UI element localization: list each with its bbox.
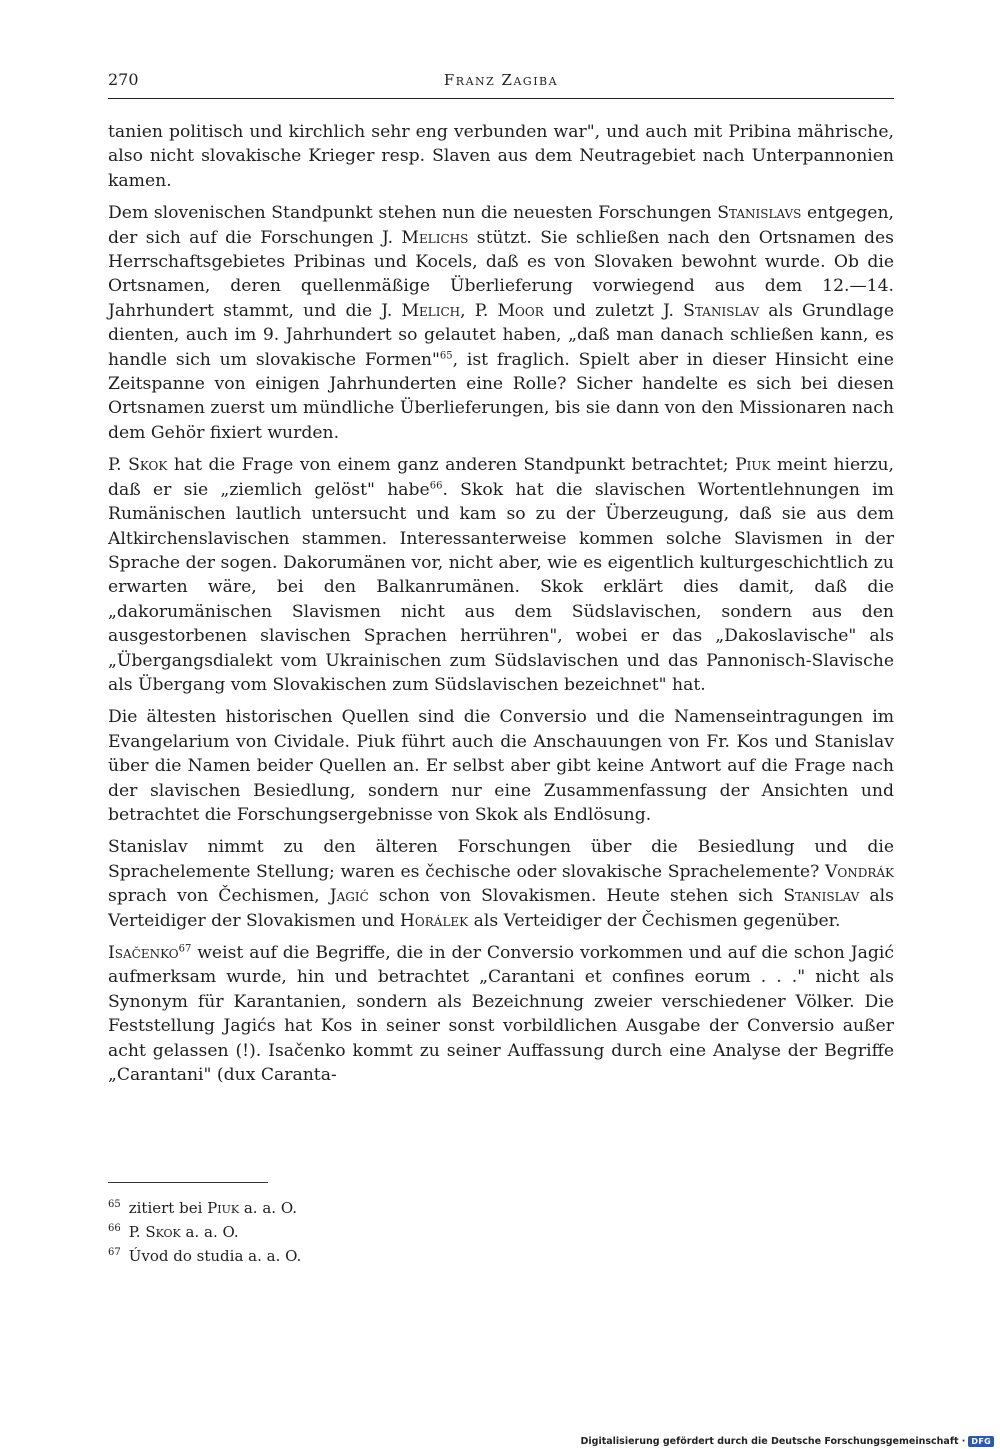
author-name: Stanislav [683, 300, 760, 321]
paragraph-4: Die ältesten historischen Quellen sind die Conversio und die Namenseintragungen im Evangelarium von Cividale. Piuk führt auch die Anschauungen von Fr. Kos und Stanislav über die Namen beider Quellen an. Er selbst aber gibt keine Antwort auf die Frage nach der slavischen Besiedlung, sondern nur eine Zusammenfassung der Ansichten und betrachtet die Forschungsergebnisse von Skok als Endlösung. [108, 707, 894, 825]
body-text [108, 120, 894, 1095]
page-header [108, 68, 894, 99]
author-name: Isačenko [108, 943, 179, 963]
footnote-ref: 67 [178, 943, 192, 955]
paragraph-5: Stanislav nimmt zu den älteren Forschungen über die Besiedlung und die Sprachelemente Stellung; waren es čechische oder slovakische Sprachelemente? Vondrák sprach von Čechismen, Jagić schon von Slovakismen. Heute stehen sich Stanislav als Verteidiger der Slovakismen und Horálek als Verteidiger der Čechismen gegenüber. [108, 837, 894, 931]
footnote-ref: 65 [439, 349, 453, 361]
author-name: Jagić [329, 886, 369, 907]
author-name: Moor [497, 300, 544, 321]
credit-text: Digitalisierung gefördert durch die Deutsche Forschungsgemeinschaft · [580, 1436, 966, 1447]
author-name: Melich [401, 300, 461, 321]
author-name: Skok [128, 455, 168, 476]
author-name: Stanislav [783, 886, 860, 907]
author-name: Vondrák [824, 861, 894, 882]
author-name: Stanislavs [717, 203, 802, 224]
paragraph-6: Isačenko$^{67}$ weist auf die Begriffe, die in der Conversio vorkommen und auf die schon Jagić aufmerksam wurde, hin und betrachtet „Carantani et confines eorum . . ." nicht als Synonym für Karantanien, sondern als Bezeichnung zweier verschiedener Völker. Die Feststellung Jagićs hat Kos in seiner sonst vorbildlichen Ausgabe der Conversio außer acht gelassen (!). Isačenko kommt zu seiner Auffassung durch eine Analyse der Begriffe „Carantani" (dux Caranta- [108, 943, 894, 1086]
footnote-divider [108, 1182, 268, 1183]
footnote-65: $^{65}$ zitiert bei Piuk a. a. O. [108, 1199, 298, 1217]
paragraph-3: P. Skok hat die Frage von einem ganz anderen Standpunkt betrachtet; Piuk meint hierzu, daß er sie „ziemlich gelöst" habe$^{66}$. Skok hat die slavischen Wortentlehnungen im Rumänischen lautlich untersucht und kam so zu der Überzeugung, daß sie aus dem Altkirchenslavischen stammen. Interessanterweise kommen solche Slavismen in der Sprache der sogen. Dakorumänen vor, nicht aber, wie es eigentlich kulturgeschichtlich zu erwarten wäre, bei den Balkanrumänen. Skok erklärt dies damit, daß die „dakorumänischen Slavismen nicht aus dem Südslavischen, sondern aus den ausgestorbenen slavischen Sprachen herrühren", wobei er das „Dakoslavische" als „Übergangsdialekt vom Ukrainischen zum Südslavischen und das Pannonisch-Slavische als Übergang vom Slovakischen zum Südslavischen bezeichnet" hat. [108, 455, 894, 695]
digitization-credit [581, 1436, 994, 1447]
dfg-logo-icon: DFG [968, 1436, 994, 1447]
author-name: Melichs [401, 227, 469, 248]
footnote-66: $^{66}$ P. Skok a. a. O. [108, 1223, 239, 1241]
paragraph-2: Dem slovenischen Standpunkt stehen nun die neuesten Forschungen Stanislavs entgegen, der sich auf die Forschungen J. Melichs stützt. Sie schließen nach den Ortsnamen des Herrschaftsgebietes Pribinas und Kocels, daß es von Slovaken bewohnt wurde. Ob die Ortsnamen, deren quellenmäßige Überlieferung vorwiegend aus dem 12.—14. Jahrhundert stammt, und die J. Melich, P. Moor und zuletzt J. Stanislav als Grundlage dienten, auch im 9. Jahrhundert so gelautet haben, „daß man danach schließen kann, es handle sich um slovakische Formen"$^{65}$, ist fraglich. Spielt aber in dieser Hinsicht eine Zeitspanne von einigen Jahrhunderten eine Rolle? Sicher handelte es sich bei diesen Ortsnamen zuerst um mündliche Überlieferungen, bis sie dann von den Missionaren nach dem Gehör fixiert wurden. [108, 203, 895, 443]
author-name: Piuk [735, 455, 771, 476]
footnotes [108, 1196, 894, 1268]
footnote-67: $^{67}$ Úvod do studia a. a. O. [108, 1247, 302, 1265]
running-head: Franz Zagiba [443, 71, 559, 89]
footnote-ref: 66 [429, 479, 443, 491]
author-name: Horálek [399, 910, 469, 931]
paragraph-1: tanien politisch und kirchlich sehr eng verbunden war", und auch mit Pribina mährische, also nicht slovakische Krieger resp. Slaven aus dem Neutragebiet nach Unterpannonien kamen. [108, 122, 894, 191]
page-number: 270 [108, 70, 139, 89]
